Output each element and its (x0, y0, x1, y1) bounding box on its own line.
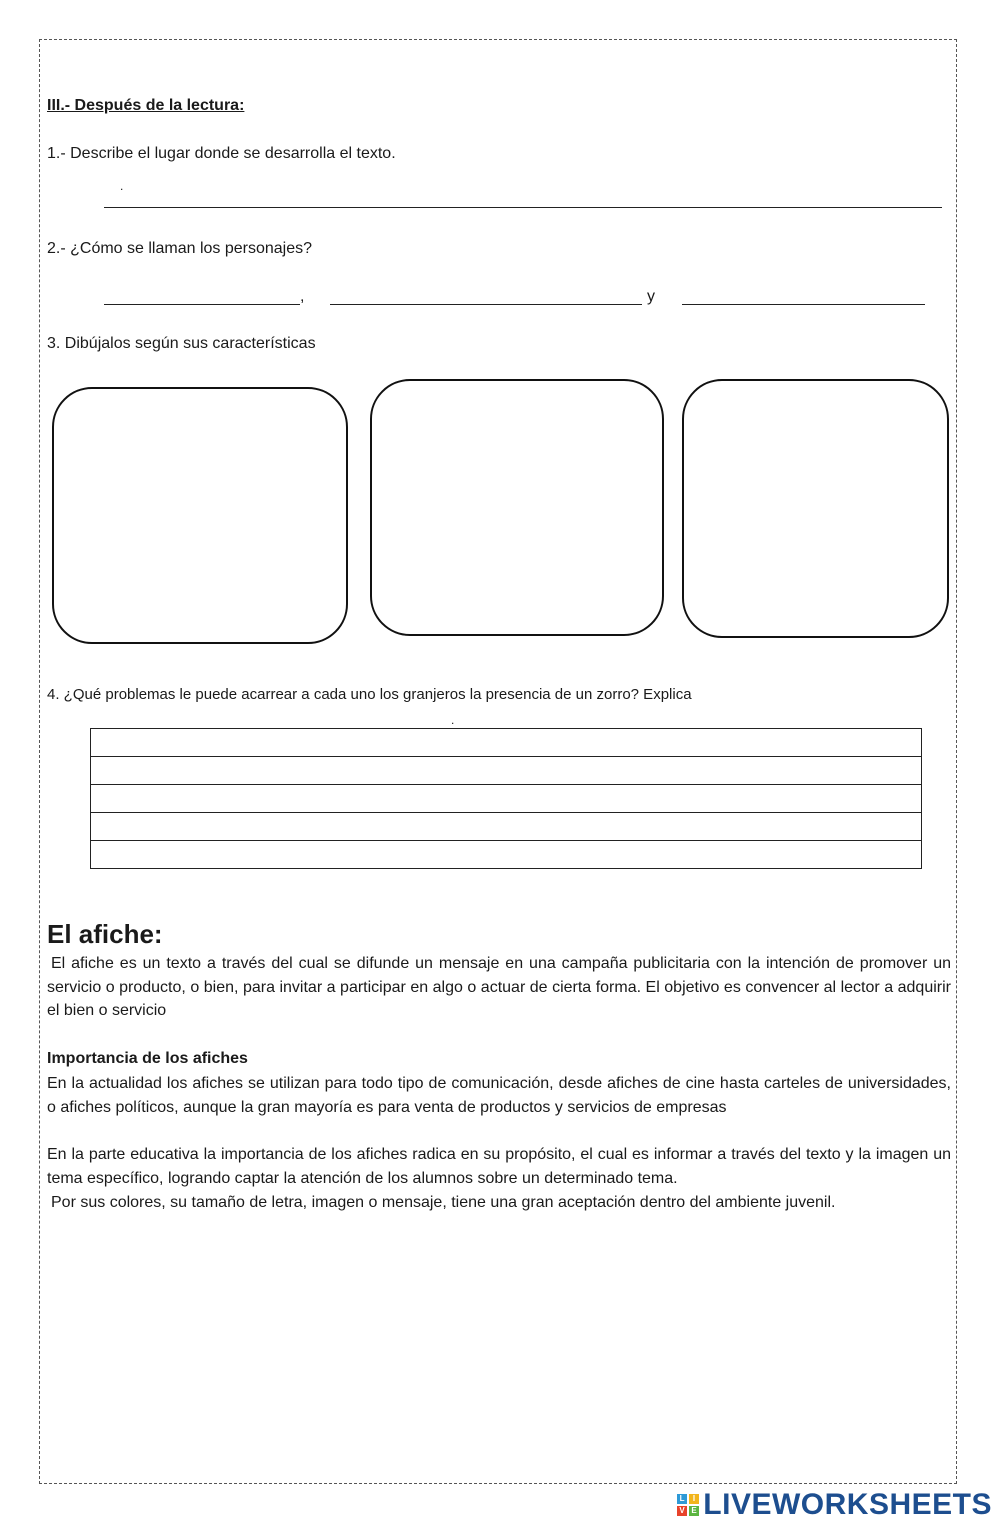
answer-cell[interactable] (91, 757, 922, 785)
liveworksheets-logo[interactable] (677, 1487, 992, 1523)
answer-line-1[interactable] (104, 207, 942, 208)
answer-cell[interactable] (91, 841, 922, 869)
stray-dot: . (120, 179, 124, 193)
answer-cell[interactable] (91, 729, 922, 757)
answer-row (91, 813, 922, 841)
afiche-intro-paragraph: El afiche es un texto a través del cual se difunde un mensaje en una campaña publicitaria con la intención de promover un servicio o producto, o bien, para invitar a participar en algo o actuar de cierta forma. El objetivo es convencer al lector a adquirir el bien o servicio (47, 955, 951, 1019)
logo-mark-letter: E (689, 1506, 699, 1516)
answer-row (91, 729, 922, 757)
question-2: 2.- ¿Cómo se llaman los personajes? (47, 240, 313, 257)
section-title: III.- Después de la lectura: (47, 97, 245, 114)
importance-paragraph: En la actualidad los afiches se utilizan para todo tipo de comunicación, desde afiches de cine hasta carteles de universidades, o afiches políticos, aunque la gran mayoría es para venta de productos y servicios de empresas (47, 1075, 951, 1116)
afiche-heading: El afiche: (47, 919, 163, 949)
drawing-box-3[interactable] (682, 379, 949, 638)
stray-dot: . (451, 713, 455, 727)
character-name-line-1[interactable] (104, 304, 300, 305)
logo-mark-icon (677, 1494, 699, 1516)
logo-mark-letter: V (677, 1506, 687, 1516)
logo-text: LIVEWORKSHEETS (703, 1488, 992, 1521)
answer-cell[interactable] (91, 813, 922, 841)
character-name-line-2[interactable] (330, 304, 642, 305)
education-paragraph: En la parte educativa la importancia de los afiches radica en su propósito, el cual es informar a través del texto y la imagen un tema específico, logrando captar la atención de los alumnos sobre un determinado tema. (47, 1146, 951, 1187)
comma-separator: , (300, 288, 305, 305)
question-1: 1.- Describe el lugar donde se desarrolla el texto. (47, 145, 396, 162)
answer-cell[interactable] (91, 785, 922, 813)
answer-table (90, 728, 922, 869)
drawing-box-2[interactable] (370, 379, 664, 636)
character-name-line-3[interactable] (682, 304, 925, 305)
drawing-box-1[interactable] (52, 387, 348, 644)
answer-row (91, 785, 922, 813)
answer-row (91, 841, 922, 869)
logo-mark-letter: L (677, 1494, 687, 1504)
colors-paragraph: Por sus colores, su tamaño de letra, imagen o mensaje, tiene una gran aceptación dentro del ambiente juvenil. (51, 1194, 836, 1211)
importance-title: Importancia de los afiches (47, 1050, 248, 1067)
logo-mark-letter: I (689, 1494, 699, 1504)
and-separator: y (647, 288, 655, 305)
answer-row (91, 757, 922, 785)
question-3: 3. Dibújalos según sus características (47, 335, 316, 352)
question-4: 4. ¿Qué problemas le puede acarrear a cada uno los granjeros la presencia de un zorro? Explica (47, 686, 692, 703)
